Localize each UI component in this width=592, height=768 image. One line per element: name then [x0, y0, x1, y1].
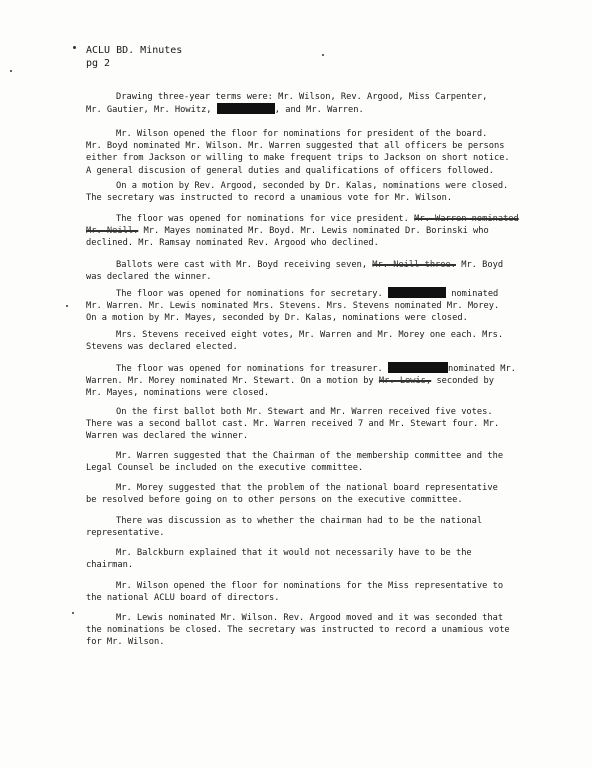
paragraph-chairman-discussion: There was discussion as to whether the chairman had to be the national representative. [86, 516, 483, 539]
struck-text: Mr. Neill three. [372, 260, 456, 270]
scan-speck [72, 612, 74, 614]
struck-text: Mr. Lewis, [378, 376, 432, 387]
redaction-box [388, 362, 448, 373]
scan-speck [322, 54, 324, 56]
scan-speck [66, 305, 68, 307]
header-title: ACLU BD. Minutes [86, 45, 183, 56]
paragraph-treasurer-ballot: On the first ballot both Mr. Stewart and Mr. Warren received five votes. There was a second ballot cast. Mr. Warren received 7 and Mr. Stewart four. Mr. Warren was declared the winner. [86, 407, 500, 442]
paragraph-president-vote: On a motion by Rev. Argood, seconded by Dr. Kalas, nominations were closed. The secretary was instructed to record a unamious vote for Mr. Wilson. [86, 181, 509, 204]
struck-text: Mr. Neill. [86, 226, 139, 237]
paragraph-national-board-problem: Mr. Morey suggested that the problem of the national board representative be resolved before going on to other persons on the executive committee. [86, 483, 498, 506]
redaction-box [388, 287, 446, 298]
scan-speck [10, 70, 12, 72]
paragraph-executive-committee: Mr. Warren suggested that the Chairman of the membership committee and the Legal Counsel be included on the executive committee. [86, 451, 504, 474]
header-page-number: pg 2 [86, 58, 111, 69]
paragraph-terms: Drawing three-year terms were: Mr. Wilson, Rev. Argood, Miss Carpenter, Mr. Gautier, Mr. Howitz, , and Mr. Warren. [86, 92, 488, 116]
paragraph-representative-nominations: Mr. Wilson opened the floor for nominations for the Miss representative to the national ACLU board of directors. [86, 581, 504, 604]
redaction-box [217, 103, 275, 114]
paragraph-blackburn-explanation: Mr. Balckburn explained that it would not necessarily have to be the chairman. [86, 548, 472, 571]
document-header [86, 44, 182, 70]
paragraph-representative-vote: Mr. Lewis nominated Mr. Wilson. Rev. Argood moved and it was seconded that the nominations be closed. The secretary was instructed to record a unamious vote for Mr. Wilson. [86, 613, 510, 648]
struck-text: Mr. Warren nominated [414, 214, 519, 224]
paragraph-secretary-vote: Mrs. Stevens received eight votes, Mr. Warren and Mr. Morey one each. Mrs. Stevens was declared elected. [86, 330, 504, 353]
paragraph-vice-president-ballot: Ballots were cast with Mr. Boyd receiving seven, Mr. Neill three. Mr. Boyd was declared the winner. [86, 260, 504, 283]
paragraph-treasurer-nominations: The floor was opened for nominations for treasurer. nominated Mr. Warren. Mr. Morey nominated Mr. Stewart. On a motion by Mr. Lewis, seconded by Mr. Mayes, nominations were closed. [86, 364, 516, 399]
paragraph-secretary-nominations: The floor was opened for nominations for secretary. nominated Mr. Warren. Mr. Lewis nominated Mrs. Stevens. Mrs. Stevens nominated Mr. Morey. On a motion by Mr. Mayes, seconded by Dr. Kalas, nominations were closed. [86, 289, 500, 324]
scan-speck [73, 46, 76, 49]
paragraph-president-nominations: Mr. Wilson opened the floor for nominations for president of the board. Mr. Boyd nominated Mr. Wilson. Mr. Warren suggested that all officers be persons either from Jackson or willing to make frequent trips to Jackson on short notice. A general discusion of general duties and qualifications of officers followed. [86, 129, 510, 176]
paragraph-vice-president: The floor was opened for nominations for vice president. Mr. Warren nominated Mr. Neill. Mr. Mayes nominated Mr. Boyd. Mr. Lewis nominated Dr. Borinski who declined. Mr. Ramsay nominated Rev. Argood who declined. [86, 214, 519, 249]
